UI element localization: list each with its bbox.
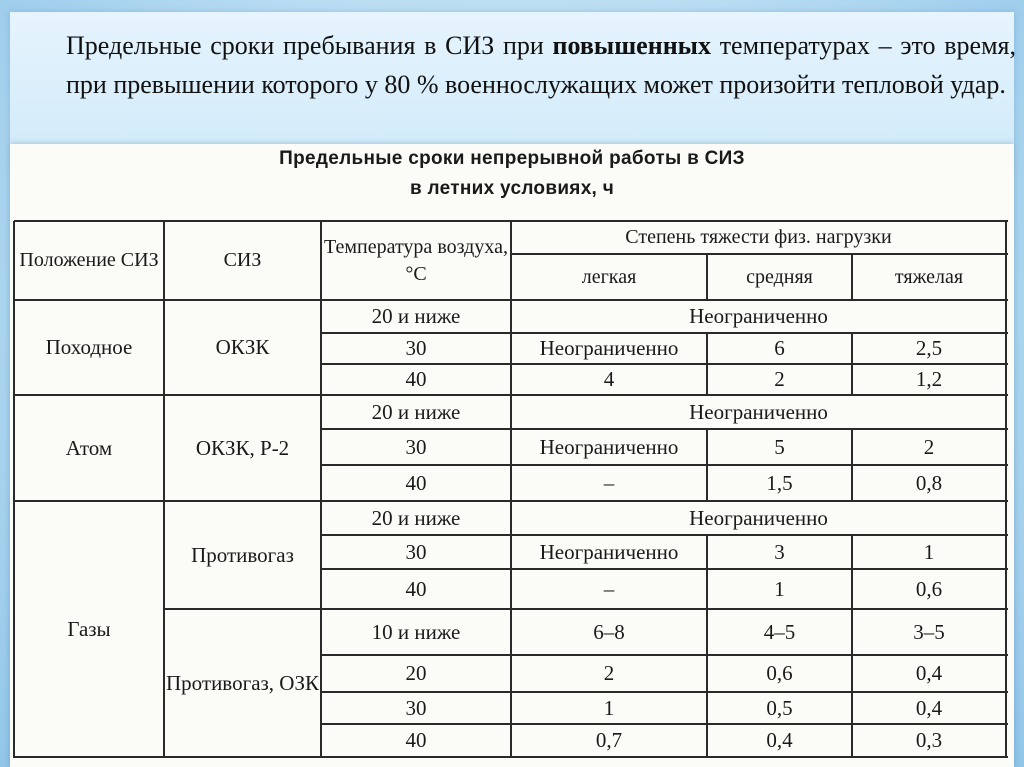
position-cell: Газы	[67, 616, 111, 641]
table-sheet	[10, 144, 1014, 767]
light-load-cell: 0,7	[595, 728, 623, 752]
intro-text	[66, 26, 1016, 104]
medium-load-cell: 3	[774, 539, 785, 564]
temperature-cell: 30	[405, 434, 427, 459]
position-cell: Атом	[65, 435, 113, 460]
temperature-cell: 20 и ниже	[371, 505, 461, 530]
heavy-load-cell: 1	[923, 539, 935, 564]
header-heavy: тяжелая	[894, 265, 964, 288]
light-load-cell: 2	[603, 661, 615, 685]
header-temperature: Температура воздуха, °С	[324, 235, 508, 285]
light-load-cell: 4	[603, 367, 615, 391]
light-load-cell: –	[603, 470, 615, 495]
intro-text-part1: Предельные сроки пребывания в СИЗ при	[66, 31, 553, 60]
header-position: Положение СИЗ	[19, 249, 159, 271]
heavy-load-cell: 0,4	[915, 661, 943, 685]
heavy-load-cell: 0,4	[915, 695, 943, 720]
light-load-cell: Неограниченно	[539, 434, 679, 459]
temperature-cell: 40	[405, 367, 427, 391]
header-light: легкая	[581, 265, 637, 288]
medium-load-cell: 2	[774, 367, 785, 391]
siz-cell: Противогаз	[191, 542, 294, 567]
heavy-load-cell: 0,3	[915, 728, 943, 752]
light-load-cell: Неограниченно	[539, 539, 679, 564]
medium-load-cell: 1	[774, 576, 785, 601]
table-grid-line	[164, 756, 323, 758]
light-load-cell: 6–8	[593, 619, 625, 644]
heavy-load-cell: 3–5	[913, 619, 945, 644]
temperature-cell: 20 и ниже	[371, 399, 461, 424]
siz-cell: ОКЗК	[215, 335, 270, 359]
medium-load-cell: 0,5	[766, 695, 793, 720]
medium-load-cell: 4–5	[763, 619, 796, 644]
table-grid-line	[14, 394, 166, 396]
siz-cell: ОКЗК, Р-2	[195, 435, 290, 460]
temperature-cell: 40	[405, 728, 427, 752]
header-load: Степень тяжести физ. нагрузки	[625, 226, 892, 248]
medium-load-cell: 6	[774, 336, 785, 360]
light-load-cell: 1	[603, 695, 615, 720]
medium-load-cell: 0,6	[766, 661, 793, 685]
medium-load-cell: 0,4	[766, 728, 793, 752]
temperature-cell: 30	[405, 695, 427, 720]
intro-text-part2: температурах – это время, при превышении которого у 80 % военнослужащих может произойти тепловой удар.	[66, 31, 1016, 99]
temperature-cell: 10 и ниже	[371, 619, 461, 644]
intro-text-bold: повышенных	[552, 31, 711, 60]
table-grid-line	[14, 500, 166, 502]
merged-value-cell: Неограниченно	[689, 399, 828, 424]
temperature-cell: 30	[405, 336, 427, 360]
heavy-load-cell: 2,5	[915, 336, 943, 360]
table-title-line1: Предельные сроки непрерывной работы в СИЗ	[279, 148, 745, 169]
medium-load-cell: 5	[774, 434, 785, 459]
heavy-load-cell: 0,8	[915, 470, 943, 495]
merged-value-cell: Неограниченно	[689, 505, 828, 530]
table-title-line2: в летних условиях, ч	[409, 178, 615, 199]
header-medium: средняя	[746, 265, 813, 288]
temperature-cell: 40	[405, 470, 427, 495]
siz-cell: Противогаз, ОЗК	[166, 670, 319, 695]
light-load-cell: Неограниченно	[539, 336, 679, 360]
intro-panel	[10, 12, 1014, 144]
heavy-load-cell: 0,6	[915, 576, 943, 601]
position-cell: Походное	[45, 335, 133, 359]
heavy-load-cell: 2	[923, 434, 935, 459]
merged-value-cell: Неограниченно	[689, 304, 828, 328]
temperature-cell: 20	[405, 661, 427, 685]
heavy-load-cell: 1,2	[915, 367, 943, 391]
header-siz: СИЗ	[223, 249, 262, 271]
temperature-cell: 30	[405, 539, 427, 564]
medium-load-cell: 1,5	[766, 470, 793, 495]
temperature-cell: 40	[405, 576, 427, 601]
light-load-cell: –	[603, 576, 615, 601]
temperature-cell: 20 и ниже	[371, 304, 461, 328]
